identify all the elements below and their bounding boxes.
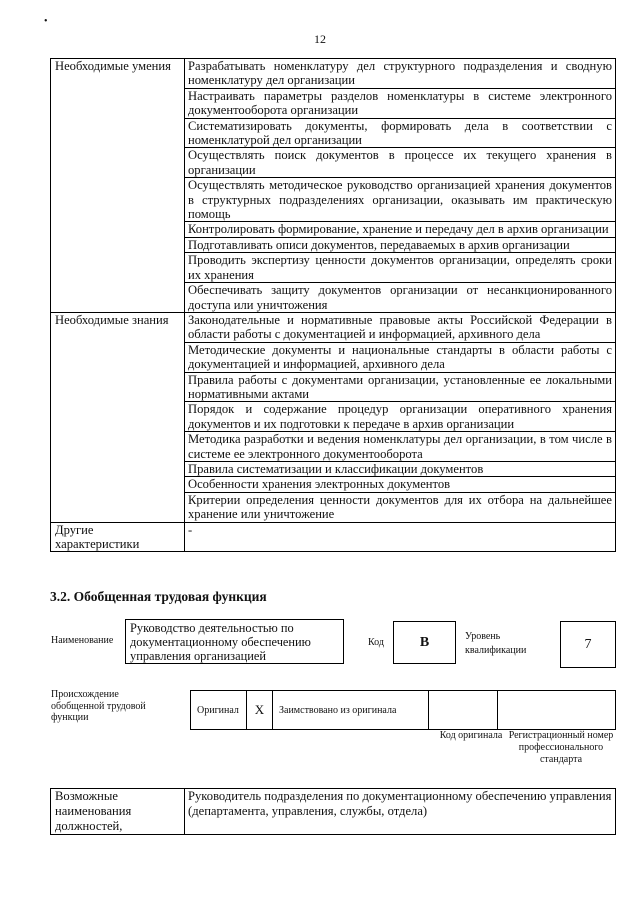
code-original-label: Код оригинала	[439, 730, 503, 741]
function-code-value: B	[393, 621, 456, 664]
qualification-level-value: 7	[560, 621, 616, 668]
table-row	[51, 789, 616, 835]
positions-label: Возможные наименования должностей,	[51, 789, 185, 835]
skill-item: Подготавливать описи документов, передаваемых в архив организации	[185, 237, 616, 252]
table-row	[51, 59, 616, 89]
function-name-value: Руководство деятельностью по документационному обеспечению управления организацией	[125, 619, 344, 664]
knowledge-item: Особенности хранения электронных документов	[185, 477, 616, 492]
page-mark: •	[44, 16, 48, 27]
knowledge-item: Правила систематизации и классификации документов	[185, 461, 616, 476]
skill-item: Систематизировать документы, формировать дела в соответствии с номенклатурой дел организации	[185, 118, 616, 148]
skill-item: Проводить экспертизу ценности документов организации, определять сроки их хранения	[185, 253, 616, 283]
positions-table	[50, 788, 616, 835]
positions-value: Руководитель подразделения по документационному обеспечению управления (департамента, управления, службы, отдела)	[185, 789, 616, 835]
origin-label: Происхождение обобщенной трудовой функции	[51, 689, 146, 723]
skill-item: Осуществлять методическое руководство организацией хранения документов в структурных подразделениях организации, оказывать им практическую помощь	[185, 178, 616, 222]
skill-item: Настраивать параметры разделов номенклатуры в системе электронного документооборота организации	[185, 88, 616, 118]
skills-knowledge-table	[50, 58, 616, 552]
knowledge-item: Методические документы и национальные стандарты в области работы с документацией и информацией, архивного дела	[185, 342, 616, 372]
skill-item: Контролировать формирование, хранение и передачу дел в архив организации	[185, 222, 616, 237]
knowledge-item: Законодательные и нормативные правовые акты Российской Федерации в области работы с документацией и информацией, архивного дела	[185, 312, 616, 342]
function-code-label: Код	[368, 637, 384, 648]
qualification-level-label: Уровень квалификации	[465, 631, 527, 656]
reg-number-label: Регистрационный номер профессионального стандарта	[508, 730, 614, 765]
knowledge-item: Порядок и содержание процедур организации оперативного хранения документов и их подготовки к передаче в архив организации	[185, 402, 616, 432]
other-label: Другие характеристики	[51, 522, 185, 552]
table-row	[51, 522, 616, 552]
page-number: 12	[314, 32, 326, 46]
origin-borrowed: Заимствовано из оригинала	[273, 691, 429, 729]
knowledge-item: Методика разработки и ведения номенклатуры дел организации, в том числе в системе ее электронного документооборота	[185, 432, 616, 462]
other-value: -	[185, 522, 616, 552]
skill-item: Осуществлять поиск документов в процессе их текущего хранения в организации	[185, 148, 616, 178]
skills-label: Необходимые умения	[51, 59, 185, 313]
knowledge-label: Необходимые знания	[51, 312, 185, 522]
section-title: 3.2. Обобщенная трудовая функция	[50, 589, 267, 604]
knowledge-item: Критерии определения ценности документов для их отбора на дальнейшее хранение или уничтожение	[185, 492, 616, 522]
origin-original: Оригинал	[191, 691, 247, 729]
table-row	[51, 312, 616, 342]
origin-code-cell	[429, 691, 498, 729]
skill-item: Разрабатывать номенклатуру дел структурного подразделения и сводную номенклатуру дел организации	[185, 59, 616, 89]
function-name-label: Наименование	[51, 635, 114, 646]
skill-item: Обеспечивать защиту документов организации от несанкционированного доступа или уничтожения	[185, 283, 616, 313]
origin-reg-cell	[498, 691, 615, 729]
knowledge-item: Правила работы с документами организации, установленные ее локальными нормативными актами	[185, 372, 616, 402]
origin-mark: X	[247, 691, 273, 729]
origin-table	[190, 690, 616, 730]
